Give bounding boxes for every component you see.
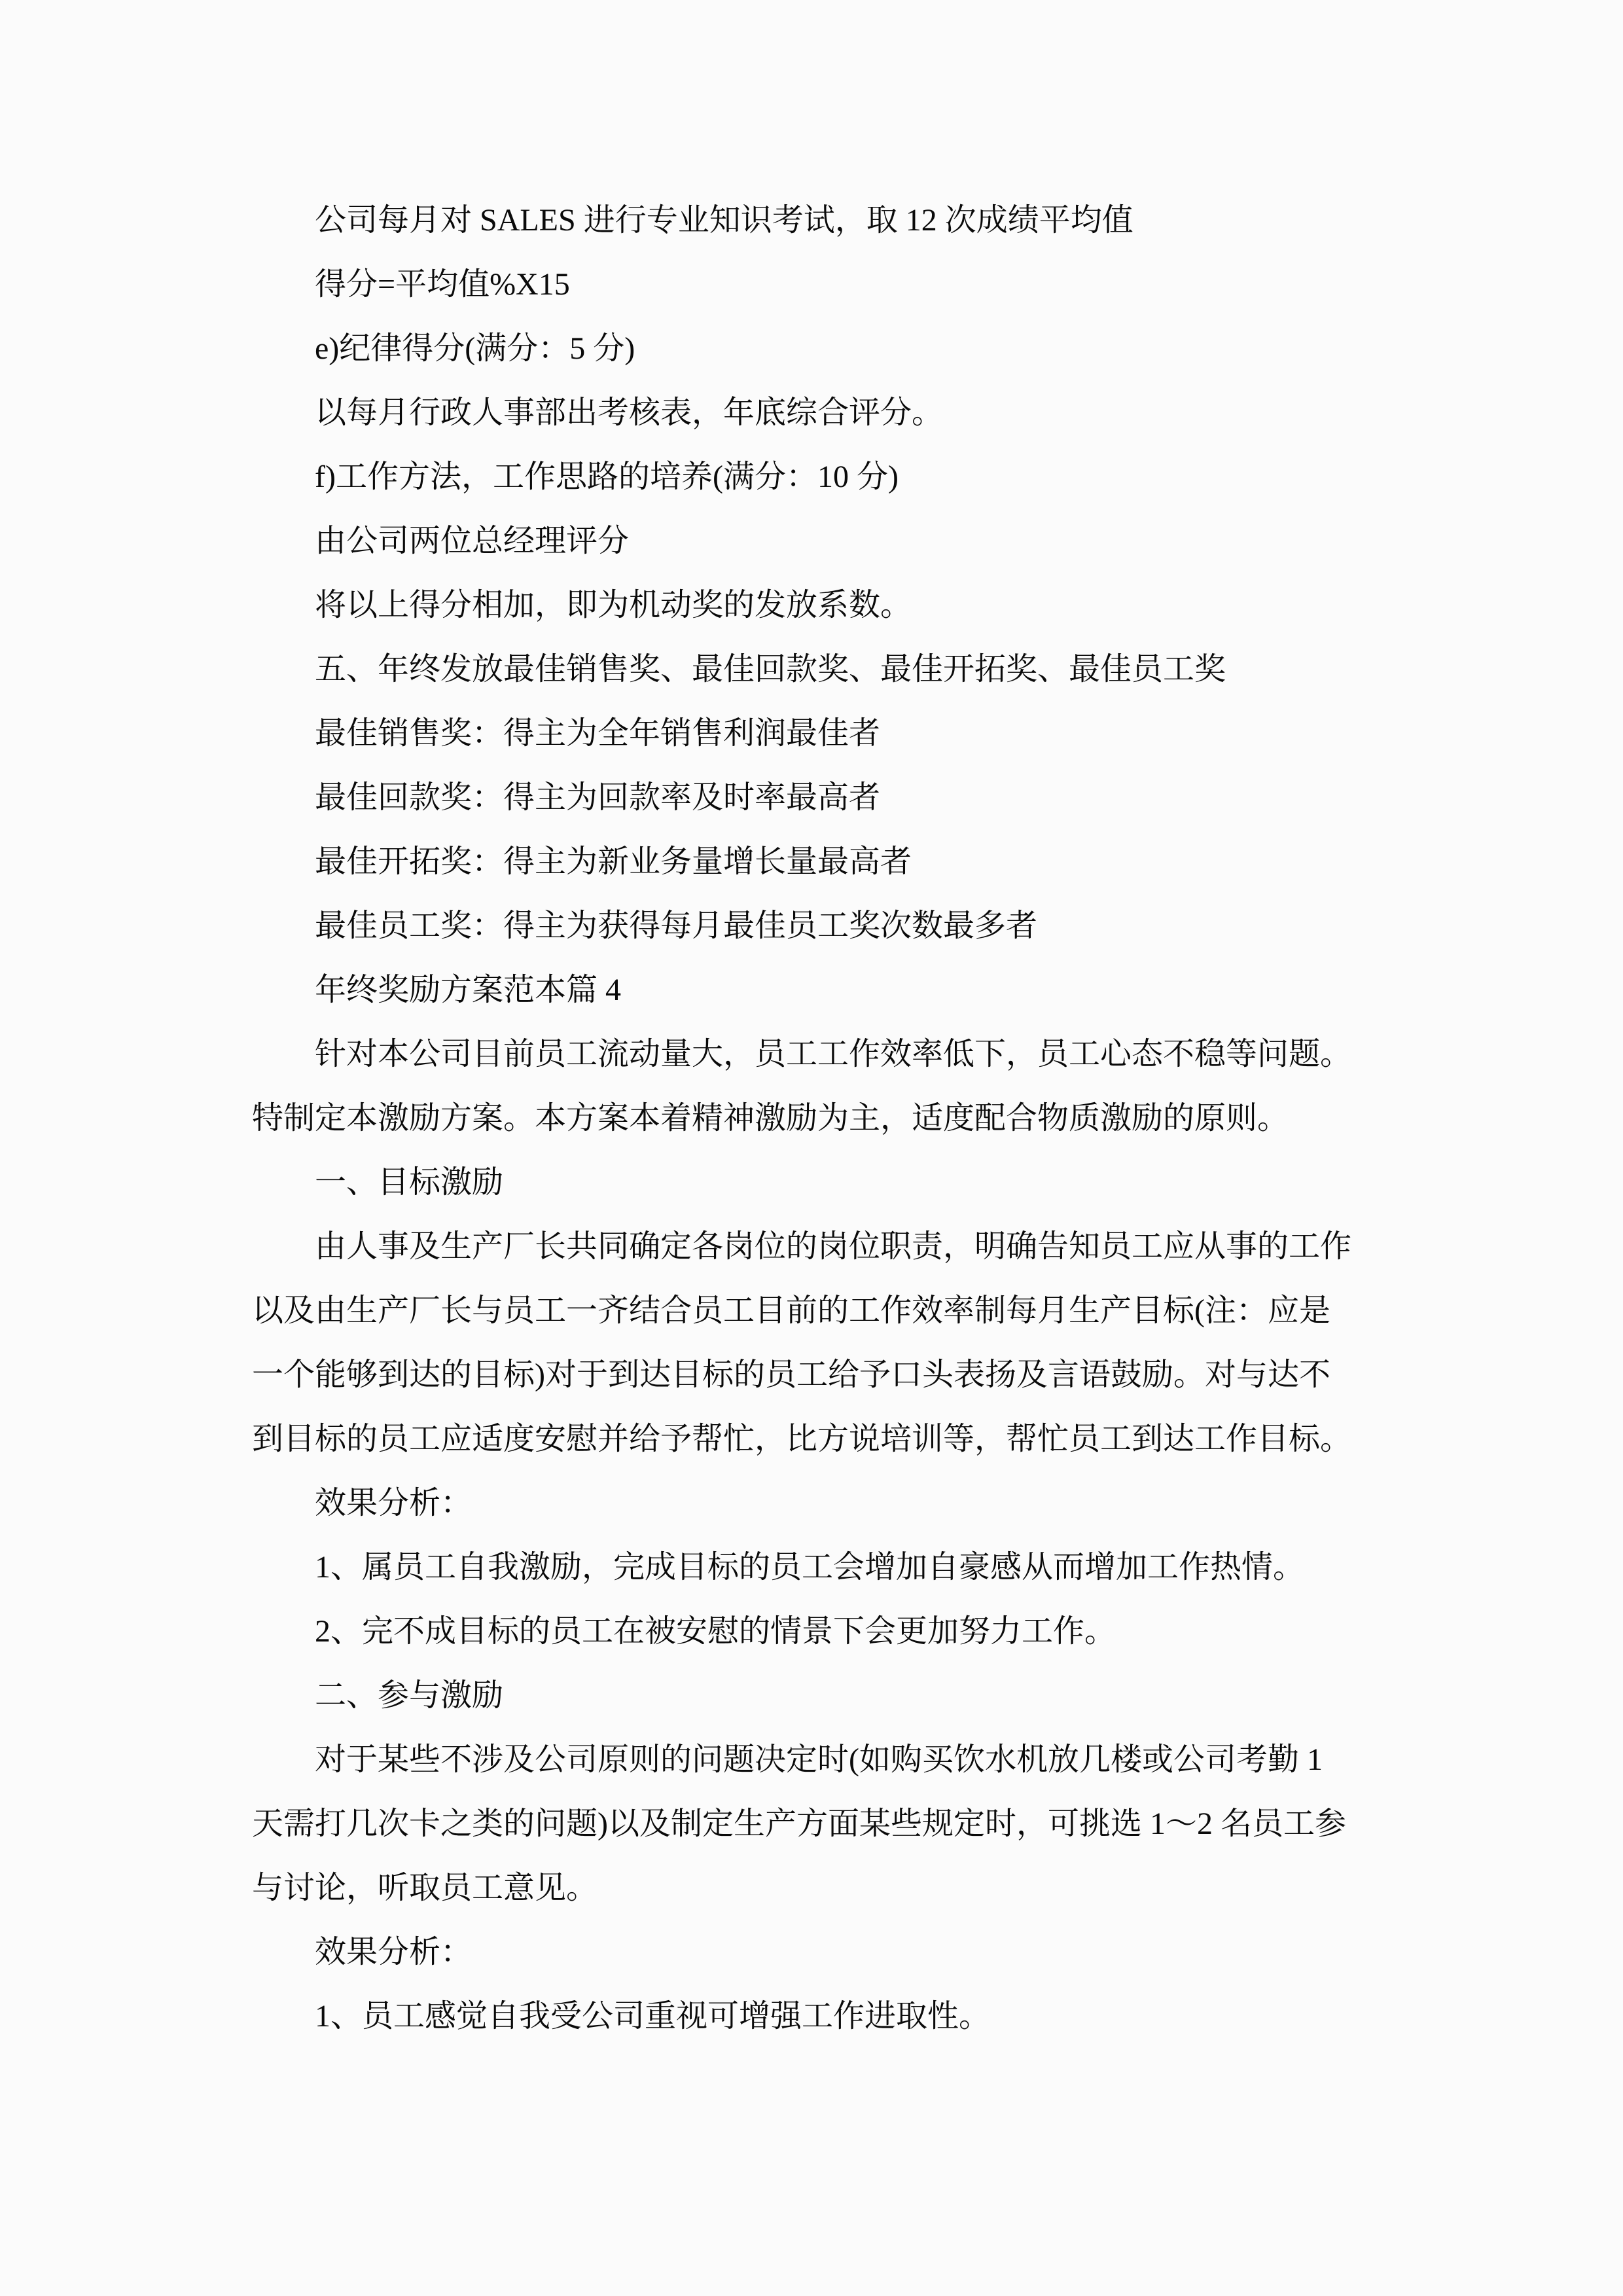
text-line: 年终奖励方案范本篇 4 <box>315 973 622 1007</box>
text-line: 对于某些不涉及公司原则的问题决定时(如购买饮水机放几楼或公司考勤 1 <box>315 1742 1323 1777</box>
text-line: 五、年终发放最佳销售奖、最佳回款奖、最佳开拓奖、最佳员工奖 <box>315 652 1226 687</box>
text-line: 最佳销售奖：得主为全年销售利润最佳者 <box>315 716 881 751</box>
text-line: 1、属员工自我激励，完成目标的员工会增加自豪感从而增加工作热情。 <box>315 1550 1305 1585</box>
text-line: 最佳员工奖：得主为获得每月最佳员工奖次数最多者 <box>315 908 1038 943</box>
text-line: 特制定本激励方案。本方案本着精神激励为主，适度配合物质激励的原则。 <box>252 1101 1289 1136</box>
text-line: 天需打几次卡之类的问题)以及制定生产方面某些规定时，可挑选 1～2 名员工参 <box>252 1806 1346 1841</box>
text-line: 一个能够到达的目标)对于到达目标的员工给予口头表扬及言语鼓励。对与达不 <box>252 1357 1330 1392</box>
text-line: 将以上得分相加，即为机动奖的发放系数。 <box>315 588 912 622</box>
text-line: 以及由生产厂长与员工一齐结合员工目前的工作效率制每月生产目标(注：应是 <box>252 1293 1330 1328</box>
text-line: 最佳开拓奖：得主为新业务量增长量最高者 <box>315 844 912 879</box>
text-line: 效果分析： <box>315 1486 473 1520</box>
text-line: 与讨论，听取员工意见。 <box>252 1871 598 1905</box>
text-line: 效果分析： <box>315 1935 473 1969</box>
text-line: 到目标的员工应适度安慰并给予帮忙，比方说培训等，帮忙员工到达工作目标。 <box>252 1422 1352 1456</box>
text-line: 一、目标激励 <box>315 1165 504 1200</box>
text-line: e)纪律得分(满分：5 分) <box>315 331 635 366</box>
document-body <box>252 188 1391 2049</box>
text-line: 1、员工感觉自我受公司重视可增强工作进取性。 <box>315 1999 991 2034</box>
text-line: 公司每月对 SALES 进行专业知识考试，取 12 次成绩平均值 <box>315 203 1133 238</box>
text-line: f)工作方法，工作思路的培养(满分：10 分) <box>315 459 899 494</box>
text-line: 以每月行政人事部出考核表，年底综合评分。 <box>315 395 944 430</box>
text-line: 最佳回款奖：得主为回款率及时率最高者 <box>315 780 881 815</box>
text-line: 得分=平均值%X15 <box>315 267 570 302</box>
text-line: 由公司两位总经理评分 <box>315 524 630 558</box>
text-line: 由人事及生产厂长共同确定各岗位的岗位职责，明确告知员工应从事的工作 <box>315 1229 1352 1264</box>
text-line: 二、参与激励 <box>315 1678 504 1713</box>
text-line: 2、完不成目标的员工在被安慰的情景下会更加努力工作。 <box>315 1614 1116 1649</box>
text-line: 针对本公司目前员工流动量大，员工工作效率低下，员工心态不稳等问题。 <box>315 1037 1352 1071</box>
